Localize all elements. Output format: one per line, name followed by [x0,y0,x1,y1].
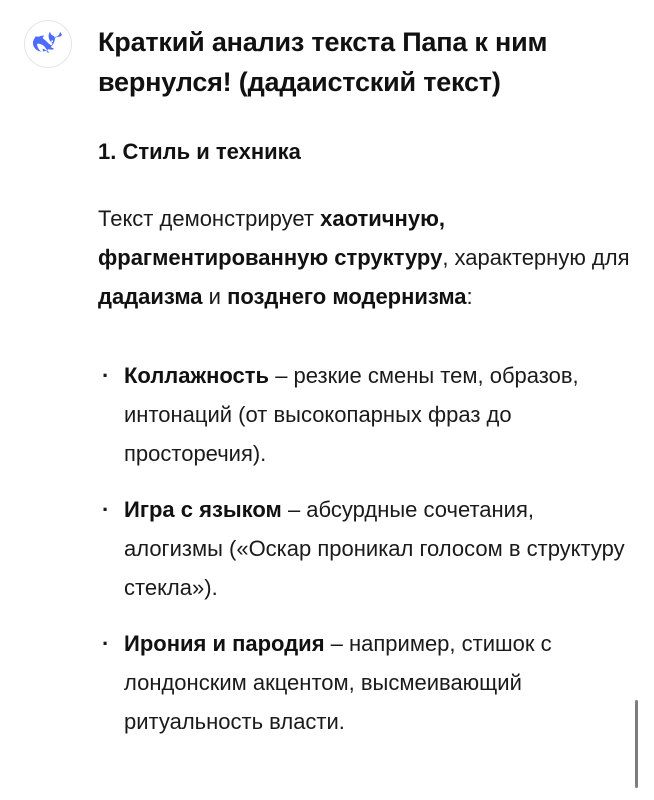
bullet-marker: · [102,497,110,522]
scrollbar-thumb[interactable] [635,700,638,788]
list-item-text: – абсурдные сочетания, алогизмы («Оскар проникал голосом в структуру стекла»). [124,497,625,600]
list-item [98,356,638,473]
intro-bold: хаотичную, фрагментированную структуру [98,206,445,270]
intro-text: и [202,284,228,309]
list-item-text: – резкие смены тем, образов, интонаций (от высокопарных фраз до просторечия). [124,363,579,466]
list-item-term: Игра с языком [124,497,282,522]
list-item-term: Коллажность [124,363,270,388]
intro-bold: позднего модернизма [227,284,467,309]
deepseek-whale-logo-icon [33,32,63,56]
list-item [98,624,638,741]
assistant-avatar [24,20,72,68]
message-content [98,22,638,758]
intro-text: : [466,284,473,309]
bullet-list [98,356,638,741]
bullet-marker: · [102,631,110,656]
list-item-term: Ирония и пародия [124,631,325,656]
list-item-text: – например, стишок с лондонским акцентом, высмеивающий ритуальность власти. [124,631,552,734]
intro-bold: дадаизма [98,284,203,309]
message-title: Краткий анализ текста Папа к ним вернулся! (дадаистский текст) [98,27,548,97]
intro-text: , характерную для [442,245,630,270]
list-item [98,490,638,607]
intro-text: Текст демонстрирует [98,206,321,231]
bullet-marker: · [102,363,110,388]
section-heading: 1. Стиль и техника [98,139,301,164]
intro-paragraph [98,199,638,316]
